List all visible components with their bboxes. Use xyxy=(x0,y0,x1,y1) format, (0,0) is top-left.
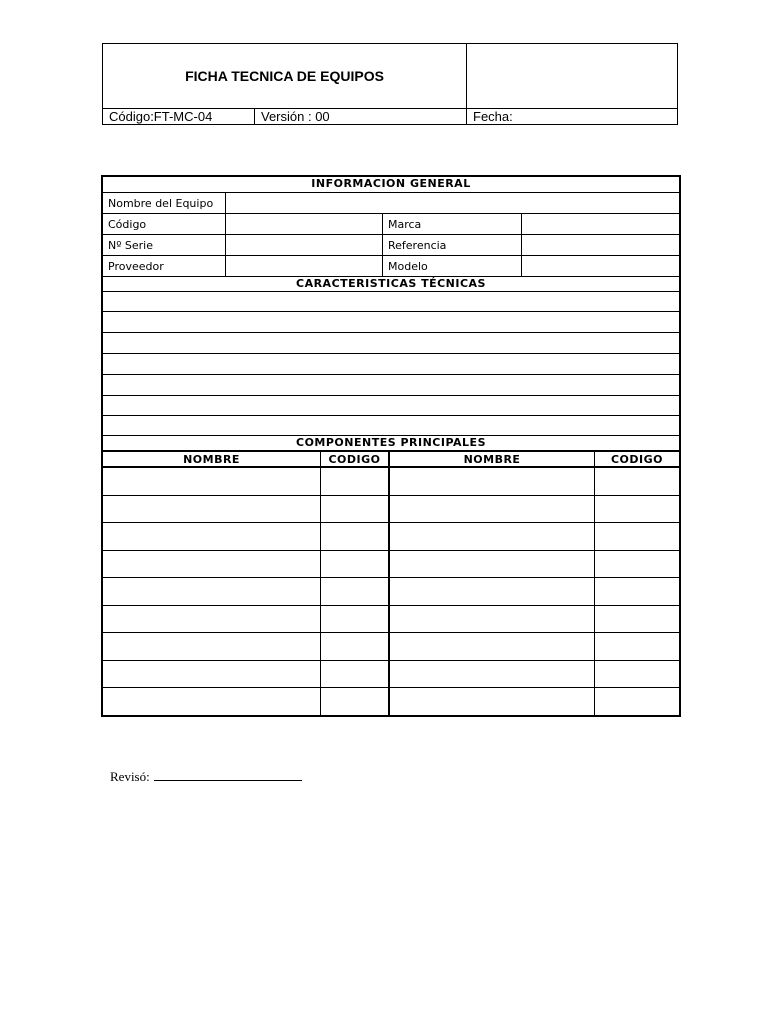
technical-row[interactable] xyxy=(103,312,679,333)
technical-row[interactable] xyxy=(103,292,679,312)
component-row[interactable] xyxy=(103,688,679,715)
header-meta-row xyxy=(103,108,677,124)
column-header-code: CODIGO xyxy=(320,452,388,466)
equipment-name-label: Nombre del Equipo xyxy=(108,196,214,210)
brand-field[interactable] xyxy=(521,214,679,234)
document-code: Código:FT-MC-04 xyxy=(103,109,255,125)
section-title-components: COMPONENTES PRINCIPALES xyxy=(103,436,679,451)
logo-area xyxy=(467,44,677,108)
column-header-name: NOMBRE xyxy=(183,452,240,466)
component-row[interactable] xyxy=(103,578,679,606)
brand-label: Marca xyxy=(382,214,521,234)
document-header xyxy=(102,43,678,125)
reviewed-by xyxy=(110,768,302,785)
component-row[interactable] xyxy=(103,523,679,551)
components-header-row xyxy=(103,451,679,468)
component-row[interactable] xyxy=(103,551,679,578)
technical-row[interactable] xyxy=(103,416,679,436)
document-version: Versión : 00 xyxy=(255,109,467,125)
model-field[interactable] xyxy=(521,256,679,276)
component-row[interactable] xyxy=(103,468,679,496)
column-header-name: NOMBRE xyxy=(388,452,594,466)
code-label: Código xyxy=(108,217,147,231)
equipment-form xyxy=(101,175,681,717)
technical-row[interactable] xyxy=(103,396,679,416)
serial-field[interactable] xyxy=(225,235,382,255)
technical-row[interactable] xyxy=(103,333,679,354)
component-row[interactable] xyxy=(103,633,679,661)
technical-row[interactable] xyxy=(103,354,679,375)
technical-row[interactable] xyxy=(103,375,679,396)
serial-label: Nº Serie xyxy=(108,238,154,252)
component-row[interactable] xyxy=(103,661,679,688)
document-date-label: Fecha: xyxy=(473,109,513,124)
row-serial-reference xyxy=(103,235,679,256)
reference-label: Referencia xyxy=(382,235,521,255)
row-code-brand xyxy=(103,214,679,235)
reviewed-by-signature-line[interactable] xyxy=(154,768,302,781)
component-row[interactable] xyxy=(103,606,679,633)
code-field[interactable] xyxy=(225,214,382,234)
supplier-field[interactable] xyxy=(225,256,382,276)
row-equipment-name xyxy=(103,193,679,214)
section-title-technical: CARACTERISTICAS TÉCNICAS xyxy=(103,277,679,292)
model-label: Modelo xyxy=(382,256,521,276)
equipment-name-field[interactable] xyxy=(225,193,679,213)
document-title: FICHA TECNICA DE EQUIPOS xyxy=(103,44,467,108)
row-supplier-model xyxy=(103,256,679,277)
component-row[interactable] xyxy=(103,496,679,523)
supplier-label: Proveedor xyxy=(108,259,164,273)
reference-field[interactable] xyxy=(521,235,679,255)
column-header-code: CODIGO xyxy=(594,452,679,466)
section-title-general: INFORMACION GENERAL xyxy=(103,177,679,193)
reviewed-by-label: Revisó: xyxy=(110,769,150,784)
